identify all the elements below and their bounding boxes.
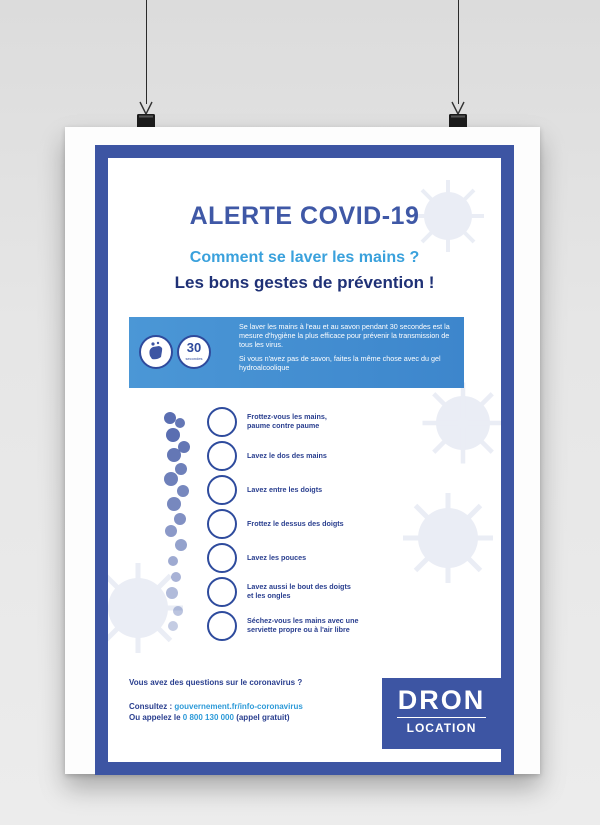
background-virus-icon (398, 488, 498, 588)
banner-text (239, 322, 461, 372)
poster (65, 127, 540, 774)
call-prefix: Ou appelez le (129, 713, 183, 722)
hand-washing-badge (139, 335, 173, 369)
back-of-hands-icon (207, 441, 237, 471)
step-item (207, 441, 407, 471)
palm-rub-icon (207, 407, 237, 437)
step-item (207, 577, 407, 607)
poster-subtitle-question: Comment se laver les mains ? (189, 249, 420, 266)
footer-consult (129, 702, 303, 711)
step-line: Lavez le dos des mains (247, 451, 327, 460)
footer-call (129, 713, 290, 722)
virus-column-decoration (156, 411, 200, 636)
logo-location: LOCATION (406, 721, 477, 735)
phone-number[interactable]: 0 800 130 000 (182, 713, 234, 722)
logo-dron: DRON (397, 685, 486, 715)
step-item (207, 509, 407, 539)
step-line: Séchez-vous les mains avec une (247, 616, 359, 625)
step-line: paume contre paume (247, 421, 320, 430)
between-fingers-icon (207, 475, 237, 505)
timer-badge (177, 335, 211, 369)
dron-location-logo (382, 678, 501, 749)
step-line: Frottez-vous les mains, (247, 412, 327, 421)
poster-title: ALERTE COVID-19 (189, 202, 420, 230)
step-line: serviette propre ou à l'air libre (247, 625, 350, 634)
step-line: Lavez aussi le bout des doigts (247, 582, 351, 591)
background-virus-icon (418, 378, 508, 468)
step-line: Lavez entre les doigts (247, 485, 323, 494)
timer-unit: secondes (185, 356, 203, 361)
step-item (207, 407, 407, 437)
step-item (207, 543, 407, 573)
poster-subtitle-prevention: Les bons gestes de prévention ! (174, 273, 435, 292)
hanging-wire-right (458, 0, 459, 104)
top-of-fingers-icon (207, 509, 237, 539)
step-item (207, 475, 407, 505)
hanging-wire-left (146, 0, 147, 104)
logo-divider (397, 717, 486, 718)
banner-paragraph-gel: Si vous n'avez pas de savon, faites la même chose avec du gel hydroalcoolique (239, 354, 441, 372)
timer-value: 30 (186, 340, 202, 355)
thumbs-icon (207, 543, 237, 573)
consult-prefix: Consultez : (129, 702, 175, 711)
footer-question: Vous avez des questions sur le coronavirus ? (129, 678, 303, 687)
towel-dry-icon (207, 611, 237, 641)
banner-paragraph-soap: Se laver les mains à l'eau et au savon pendant 30 secondes est la mesure d'hygiène la plus efficace pour prévenir la transmission de tous les virus. (239, 322, 450, 349)
poster-frame (95, 145, 514, 775)
consult-link[interactable]: gouvernement.fr/info-coronavirus (174, 702, 303, 711)
call-suffix: (appel gratuit) (233, 713, 290, 722)
info-banner (129, 317, 464, 388)
step-line: et les ongles (247, 591, 291, 600)
step-line: Frottez le dessus des doigts (247, 519, 344, 528)
hand-washing-icon (141, 337, 171, 367)
step-line: Lavez les pouces (247, 553, 307, 562)
fingertips-nails-icon (207, 577, 237, 607)
step-item (207, 611, 407, 641)
